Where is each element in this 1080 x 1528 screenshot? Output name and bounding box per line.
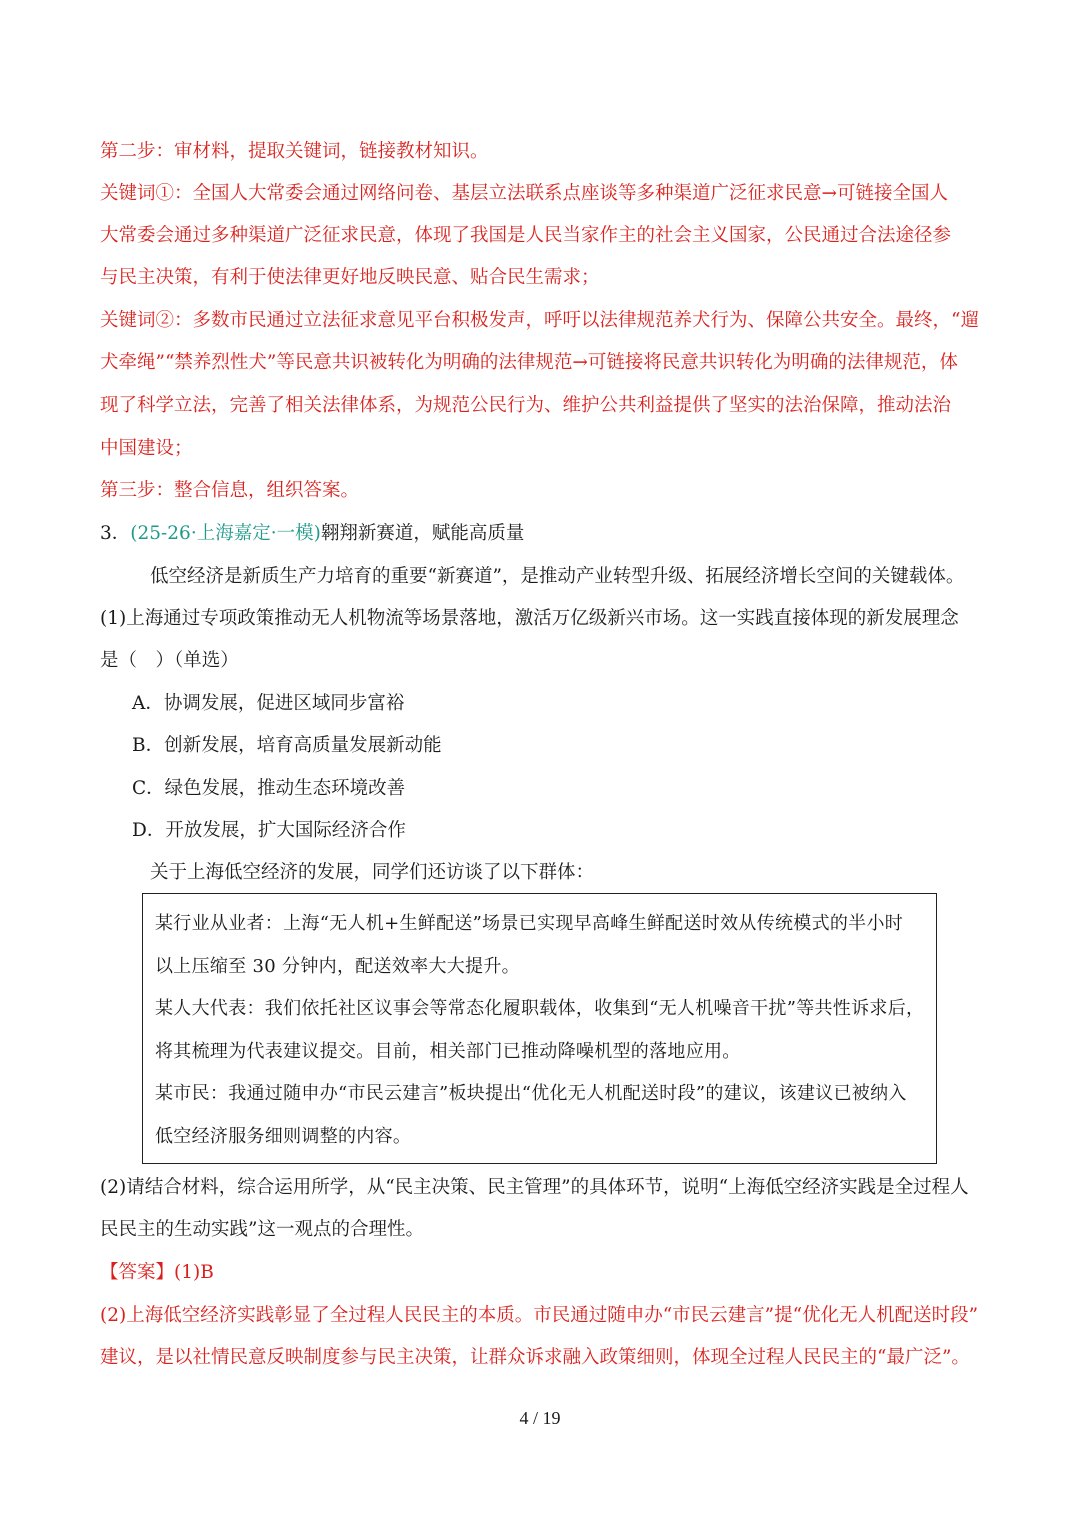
keyword2-line: 犬牵绳”“禁养烈性犬”等民意共识被转化为明确的法律规范→可链接将民意共识转化为明确的法律规范，体 (100, 352, 958, 373)
question-number: 3． (100, 523, 131, 544)
interview-line: 某人大代表：我们依托社区议事会等常态化履职载体，收集到“无人机噪音干扰”等共性诉求后， (155, 998, 925, 1019)
interview-line: 某行业从业者：上海“无人机+生鲜配送”场景已实现早高峰生鲜配送时效从传统模式的半小时 (155, 913, 904, 934)
option-d: D．开放发展，扩大国际经济合作 (132, 820, 406, 841)
step2-title: 第二步：审材料，提取关键词，链接教材知识。 (100, 141, 489, 162)
step3-title: 第三步：整合信息，组织答案。 (100, 480, 360, 501)
answer-2-line: 建议，是以社情民意反映制度参与民主决策，让群众诉求融入政策细则，体现全过程人民民主的“最广泛”。 (100, 1347, 970, 1368)
question-intro: 低空经济是新质生产力培育的重要“新赛道”，是推动产业转型升级、拓展经济增长空间的关键载体。 (150, 566, 965, 587)
question-heading (100, 521, 985, 547)
interview-line: 低空经济服务细则调整的内容。 (155, 1126, 412, 1147)
option-c: C．绿色发展，推动生态环境改善 (132, 778, 406, 799)
survey-intro: 关于上海低空经济的发展，同学们还访谈了以下群体： (150, 862, 595, 883)
question1-line: 是（ ）（单选） (100, 650, 239, 671)
question2-line: (2)请结合材料，综合运用所学，从“民主决策、民主管理”的具体环节，说明“上海低空经济实践是全过程人 (100, 1177, 969, 1198)
page-number: 4 / 19 (519, 1408, 561, 1428)
keyword2-line: 中国建设； (100, 438, 193, 459)
answer-label: 【答案】 (100, 1262, 175, 1283)
interview-line: 以上压缩至 30 分钟内，配送效率大大提升。 (155, 956, 520, 977)
option-b: B．创新发展，培育高质量发展新动能 (132, 735, 442, 756)
interview-line: 某市民：我通过随申办“市民云建言”板块提出“优化无人机配送时段”的建议，该建议已被纳入 (155, 1083, 907, 1104)
question1-line: (1)上海通过专项政策推动无人机物流等场景落地，激活万亿级新兴市场。这一实践直接体现的新发展理念 (100, 608, 959, 629)
keyword2-line: 关键词②：多数市民通过立法征求意见平台积极发声，呼吁以法律规范养犬行为、保障公共安全。最终，“遛 (100, 310, 979, 331)
question-source: (25-26·上海嘉定·一模) (130, 523, 321, 544)
question2-line: 民民主的生动实践”这一观点的合理性。 (100, 1219, 424, 1240)
answer-2-line: (2)上海低空经济实践彰显了全过程人民民主的本质。市民通过随申办“市民云建言”提“优化无人机配送时段” (100, 1305, 979, 1326)
keyword1-line: 大常委会通过多种渠道广泛征求民意，体现了我国是人民当家作主的社会主义国家，公民通过合法途径参 (100, 225, 952, 246)
answer-heading (100, 1260, 985, 1286)
option-a: A．协调发展，促进区域同步富裕 (132, 693, 405, 714)
keyword2-line: 现了科学立法，完善了相关法律体系，为规范公民行为、维护公共利益提供了坚实的法治保障，推动法治 (100, 395, 952, 416)
answer-1: (1)B (174, 1262, 214, 1283)
question-title: 翱翔新赛道，赋能高质量 (320, 523, 525, 544)
keyword1-line: 与民主决策，有利于使法律更好地反映民意、贴合民生需求； (100, 267, 600, 288)
keyword1-line: 关键词①：全国人大常委会通过网络问卷、基层立法联系点座谈等多种渠道广泛征求民意→可链接全国人 (100, 183, 949, 204)
interview-line: 将其梳理为代表建议提交。目前，相关部门已推动降噪机型的落地应用。 (155, 1041, 741, 1062)
